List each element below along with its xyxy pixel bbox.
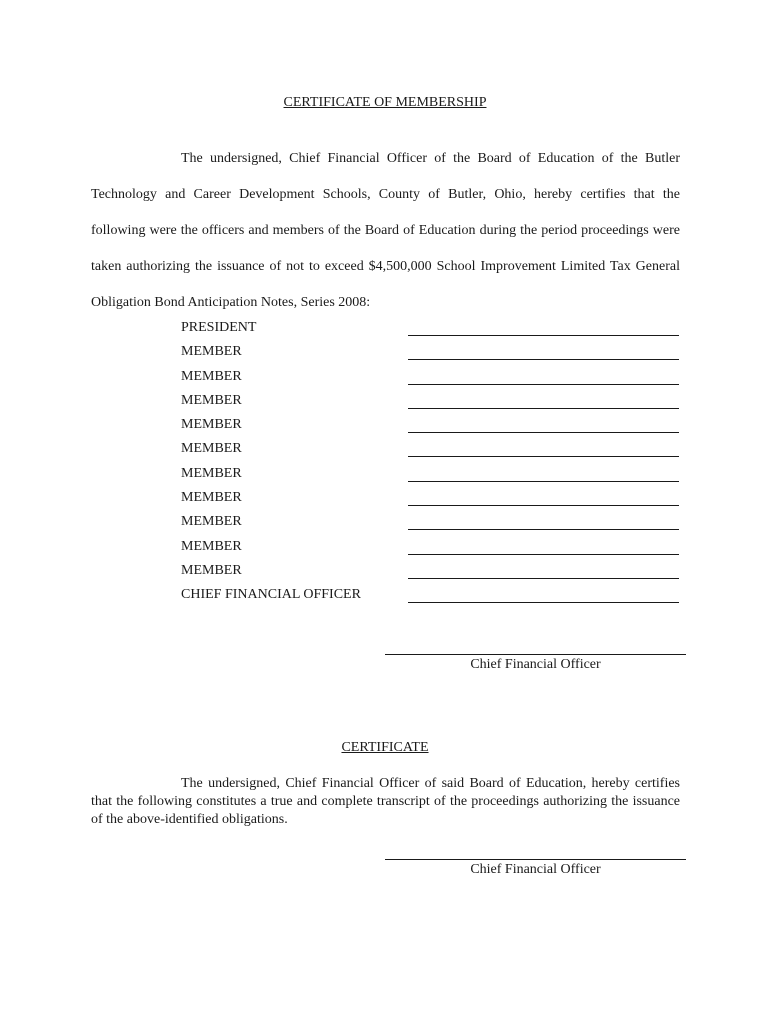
certificate-paragraph: The undersigned, Chief Financial Officer of said Board of Education, hereby certifies that the following constitutes a true and complete transcript of the proceedings authorizing the issuance of the above-identified obligations.	[91, 776, 680, 827]
signature-line	[408, 408, 679, 409]
membership-paragraph: The undersigned, Chief Financial Officer of the Board of Education of the Butler Technology and Career Development Schools, County of Butler, Ohio, hereby certifies that the following were the officers and members of the Board of Education during the period proceedings were taken authorizing the issuance of not to exceed $4,500,000 School Improvement Limited Tax General Obligation Bond Anticipation Notes, Series 2008:	[91, 151, 680, 310]
signature-line	[385, 859, 686, 860]
roster-label: MEMBER	[181, 368, 242, 384]
signature-line	[408, 529, 679, 530]
signature-line	[408, 456, 679, 457]
document-title: CERTIFICATE OF MEMBERSHIP	[283, 95, 487, 110]
signature-line	[408, 481, 679, 482]
roster-row-member	[181, 563, 681, 587]
certificate-title: CERTIFICATE	[341, 740, 429, 755]
signature-line	[408, 432, 679, 433]
signature-caption: Chief Financial Officer	[470, 657, 601, 672]
roster-label: MEMBER	[181, 392, 242, 408]
roster-row-member	[181, 514, 681, 538]
signature-line	[408, 384, 679, 385]
roster-label: MEMBER	[181, 465, 242, 481]
roster-row-member	[181, 417, 681, 441]
roster-row-cfo	[181, 587, 681, 611]
roster-row-member	[181, 369, 681, 393]
roster-label: MEMBER	[181, 514, 242, 530]
roster-label: PRESIDENT	[181, 320, 257, 335]
roster-label: MEMBER	[181, 417, 242, 433]
signature-caption: Chief Financial Officer	[470, 862, 601, 877]
cfo-signature-block	[385, 654, 686, 673]
signature-line	[408, 578, 679, 579]
roster-label: MEMBER	[181, 490, 242, 506]
signature-line	[408, 359, 679, 360]
roster-list	[181, 320, 681, 612]
roster-row-member	[181, 344, 681, 368]
signature-line	[408, 554, 679, 555]
signature-line	[408, 602, 679, 603]
roster-row-member	[181, 466, 681, 490]
roster-label: MEMBER	[181, 441, 242, 457]
roster-row-member	[181, 490, 681, 514]
roster-row-member	[181, 539, 681, 563]
signature-line	[385, 654, 686, 655]
signature-line	[408, 335, 679, 336]
roster-row-member	[181, 441, 681, 465]
roster-label: CHIEF FINANCIAL OFFICER	[181, 587, 361, 603]
roster-row-president	[181, 320, 681, 344]
cfo-signature-block	[385, 859, 686, 878]
roster-label: MEMBER	[181, 538, 242, 554]
roster-label: MEMBER	[181, 344, 242, 360]
roster-label: MEMBER	[181, 562, 242, 578]
signature-line	[408, 505, 679, 506]
roster-row-member	[181, 393, 681, 417]
